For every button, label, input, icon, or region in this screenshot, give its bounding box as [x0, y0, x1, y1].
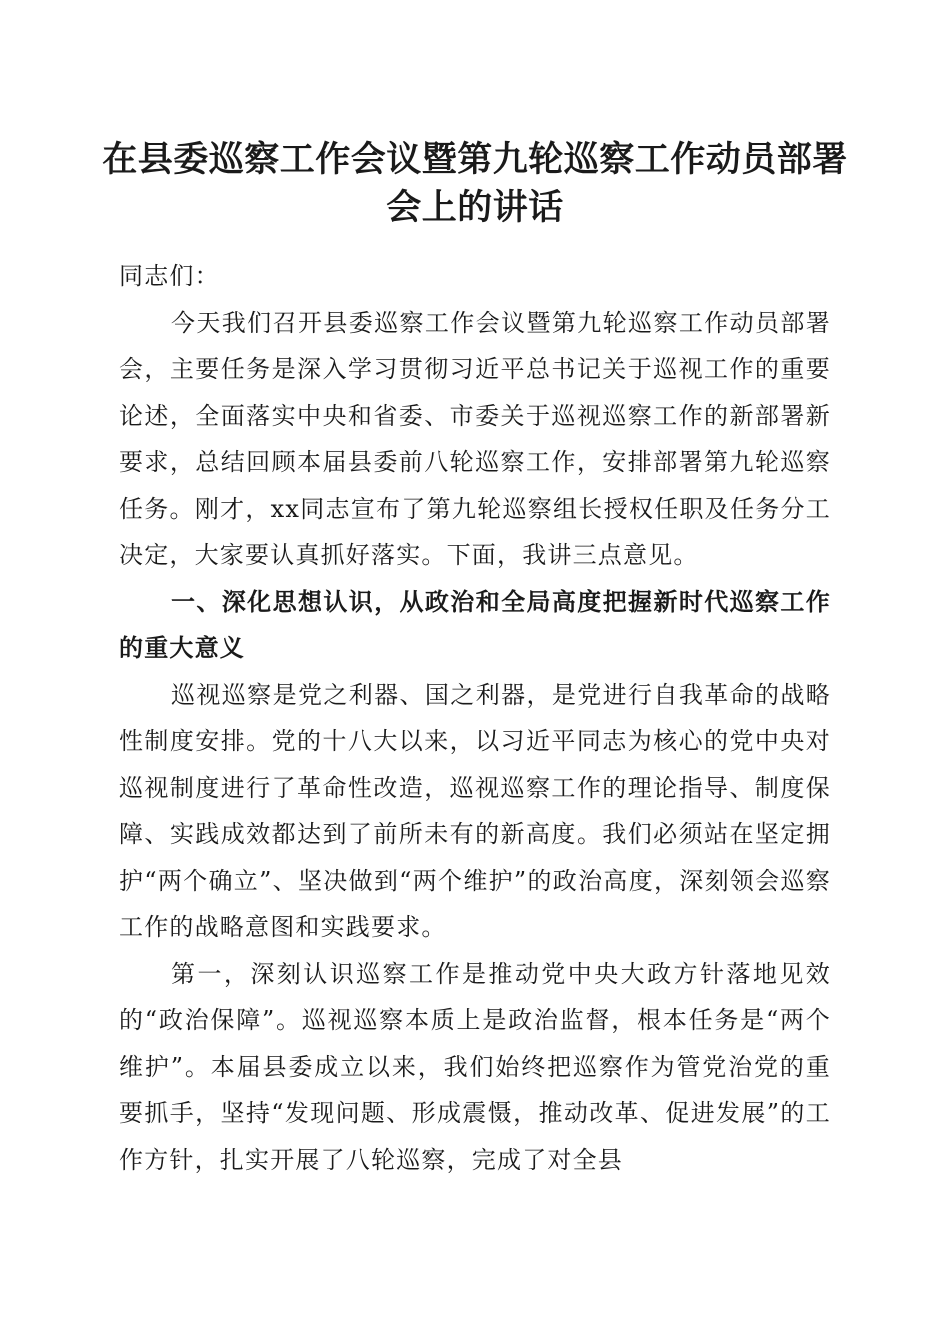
section-heading: 一、深化思想认识，从政治和全局高度把握新时代巡察工作的重大意义 — [119, 587, 831, 662]
document-title: 在县委巡察工作会议暨第九轮巡察工作动员部署会上的讲话 — [102, 139, 848, 228]
intro-paragraph: 今天我们召开县委巡察工作会议暨第九轮巡察工作动员部署会，主要任务是深入学习贯彻习近平总书记关于巡视工作的重要论述，全面落实中央和省委、市委关于巡视巡察工作的新部署新要求，总结回顾本届县委前八轮巡察工作，安排部署第九轮巡察任务。刚才，xx同志宣布了第九轮巡察组长授权任职及任务分工决定，大家要认真抓好落实。下面，我讲三点意见。 — [119, 308, 831, 569]
document-body — [119, 253, 831, 1183]
body-paragraph: 巡视巡察是党之利器、国之利器，是党进行自我革命的战略性制度安排。党的十八大以来，以习近平同志为核心的党中央对巡视制度进行了革命性改造，巡视巡察工作的理论指导、制度保障、实践成效都达到了前所未有的新高度。我们必须站在坚定拥护“两个确立”、坚决做到“两个维护”的政治高度，深刻领会巡察工作的战略意图和实践要求。 — [119, 680, 831, 941]
salutation: 同志们： — [119, 262, 220, 290]
body-paragraph: 第一，深刻认识巡察工作是推动党中央大政方针落地见效的“政治保障”。巡视巡察本质上是政治监督，根本任务是“两个维护”。本届县委成立以来，我们始终把巡察作为管党治党的重要抓手，坚持“发现问题、形成震慑，推动改革、促进发展”的工作方针，扎实开展了八轮巡察，完成了对全县 — [119, 959, 831, 1174]
